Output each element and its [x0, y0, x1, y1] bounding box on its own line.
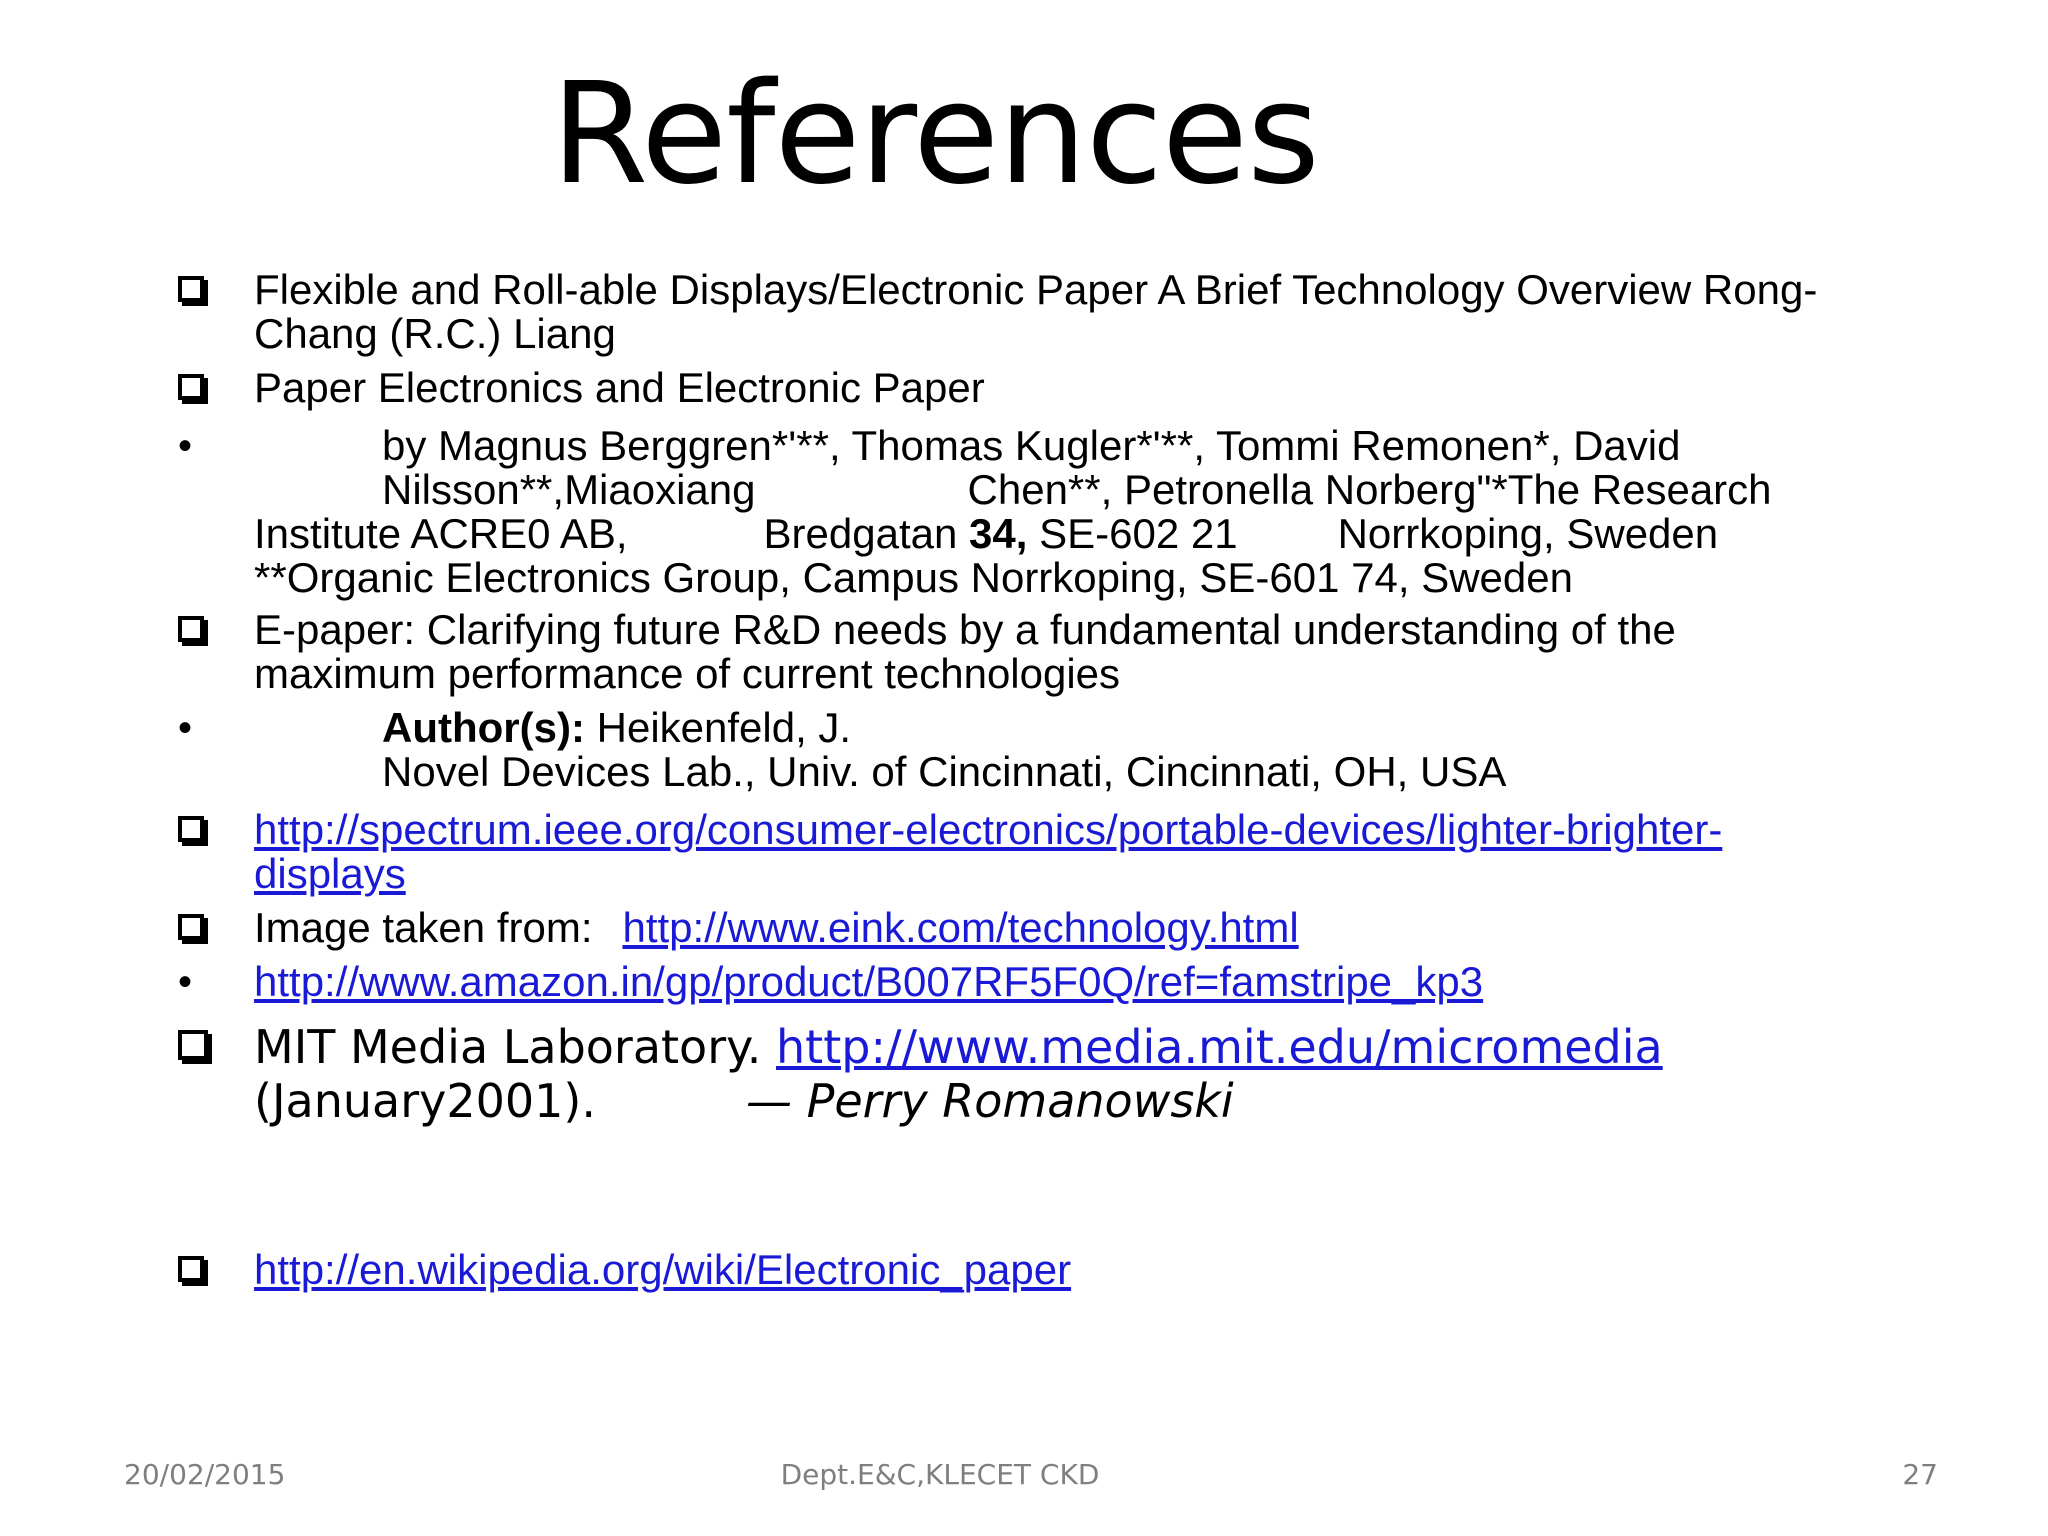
checkbox-bullet-icon — [178, 914, 204, 945]
slide-title: References — [551, 53, 1319, 216]
author-name: Heikenfeld, J. — [596, 704, 852, 751]
reference-text — [254, 1248, 1958, 1292]
reference-line: Chang (R.C.) Liang — [254, 310, 616, 357]
reference-date: (January2001). — [254, 1074, 596, 1128]
reference-link[interactable] — [254, 808, 1958, 896]
checkbox-bullet-icon — [178, 616, 204, 647]
footer-page-number: 27 — [1902, 1458, 1938, 1491]
reference-line: Flexible and Roll-able Displays/Electronic Paper A Brief Technology Overview Rong- — [254, 266, 1818, 313]
reference-text — [254, 706, 1958, 794]
reference-fragment: Institute ACRE0 AB, — [254, 510, 628, 557]
reference-prefix: MIT Media Laboratory. — [254, 1020, 762, 1074]
footer-department: Dept.E&C,KLECET CKD — [780, 1458, 1100, 1491]
footer-date: 20/02/2015 — [124, 1458, 286, 1491]
checkbox-bullet-icon — [178, 1256, 204, 1287]
checkbox-bullet-icon — [178, 816, 204, 847]
checkbox-bullet-icon — [178, 374, 204, 405]
mit-media-link[interactable]: http://www.media.mit.edu/micromedia — [776, 1020, 1663, 1074]
reference-link-line[interactable]: displays — [254, 850, 406, 897]
reference-fragment: SE-602 21 — [1039, 510, 1238, 557]
author-label: Author(s): — [382, 704, 585, 751]
reference-fragment: 34, — [969, 510, 1028, 557]
reference-line: maximum performance of current technologies — [254, 650, 1121, 697]
reference-fragment: Chen**, Petronella Norberg"*The Research — [967, 466, 1772, 513]
reference-line: Novel Devices Lab., Univ. of Cincinnati, Cincinnati, OH, USA — [382, 748, 1507, 795]
reference-line: E-paper: Clarifying future R&D needs by a fundamental understanding of the — [254, 606, 1676, 653]
reference-text — [254, 1020, 1958, 1128]
reference-line — [254, 1074, 1958, 1128]
reference-text — [254, 960, 1958, 1004]
bullet-icon: • — [178, 706, 193, 750]
reference-line — [254, 706, 1958, 750]
bullet-icon: • — [178, 424, 193, 468]
reference-fragment: Bredgatan — [763, 510, 958, 557]
reference-fragment: Nilsson**,Miaoxiang — [382, 466, 756, 513]
reference-fragment: Norrkoping, Sweden — [1337, 510, 1719, 557]
bullet-icon: • — [178, 960, 193, 1004]
reference-text — [254, 608, 1958, 696]
reference-line — [254, 512, 1958, 556]
reference-line: **Organic Electronics Group, Campus Norrkoping, SE-601 74, Sweden — [254, 554, 1573, 601]
reference-author: — Perry Romanowski — [745, 1074, 1234, 1128]
reference-text: Paper Electronics and Electronic Paper — [254, 364, 985, 411]
reference-text — [254, 268, 1958, 356]
reference-text — [254, 424, 1958, 600]
checkbox-bullet-icon — [178, 276, 204, 307]
checkbox-bullet-icon — [178, 1030, 208, 1065]
wikipedia-link[interactable]: http://en.wikipedia.org/wiki/Electronic_paper — [254, 1246, 1072, 1293]
reference-line: by Magnus Berggren*'**, Thomas Kugler*'**, Tommi Remonen*, David — [382, 422, 1681, 469]
reference-line — [254, 1020, 1958, 1074]
reference-text — [254, 906, 1958, 950]
reference-prefix: Image taken from: — [254, 904, 593, 951]
amazon-link[interactable]: http://www.amazon.in/gp/product/B007RF5F0Q/ref=famstripe_kp3 — [254, 958, 1484, 1005]
eink-link[interactable]: http://www.eink.com/technology.html — [622, 904, 1299, 951]
reference-line — [254, 468, 1958, 512]
reference-link-line[interactable]: http://spectrum.ieee.org/consumer-electronics/portable-devices/lighter-brighter- — [254, 806, 1723, 853]
